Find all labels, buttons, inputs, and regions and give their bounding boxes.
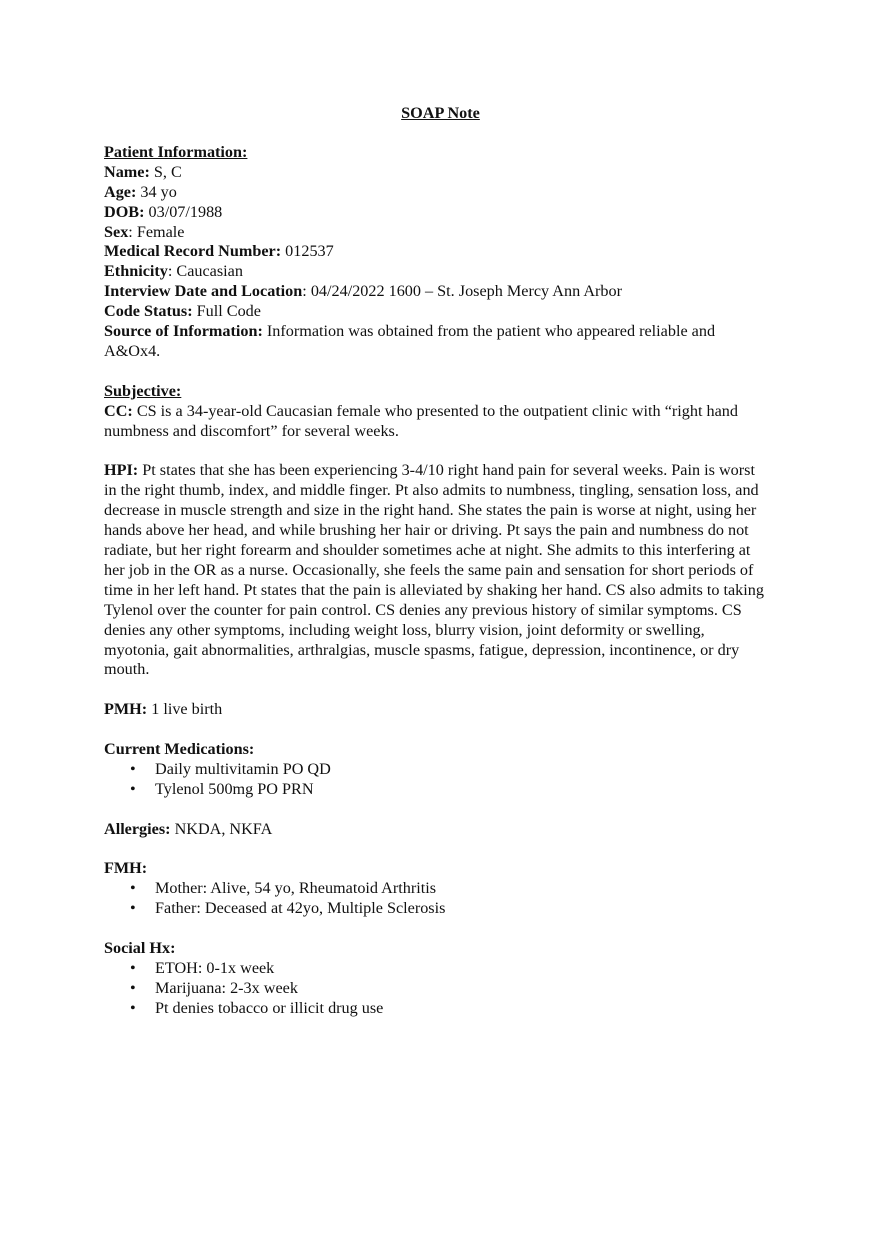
bullet-icon: • (130, 879, 136, 898)
spacer (104, 441, 764, 461)
bullet-icon: • (130, 899, 136, 918)
social-text: Marijuana: 2-3x week (155, 978, 298, 997)
spacer (104, 840, 764, 860)
code-status-label: Code Status: (104, 302, 193, 321)
age-row (104, 183, 764, 203)
source-row (104, 322, 764, 362)
list-item (104, 999, 764, 1019)
code-status-value: Full Code (192, 302, 261, 321)
hpi-text: Pt states that she has been experiencing 3-4/10 right hand pain for several weeks. Pain is worst in the right thumb, index, and middle finger. Pt also admits to numbness, tingling, sensation loss, and decrease in muscle strength and size in the right hand. She states the pain is worse at night, using her hands above her head, and while brushing her hair or driving. Pt says the pain and numbness do not radiate, but her right forearm and shoulder sometimes ache at night. She admits to this interfering at her job in the OR as a nurse. Occasionally, she feels the same pain and sensation for short periods of time in her left hand. Pt states that the pain is alleviated by shaking her hand. CS also admits to taking Tylenol over the counter for pain control. CS denies any previous history of similar symptoms. CS denies any other symptoms, including weight loss, blurry vision, joint deformity or swelling, myotonia, gait abnormalities, arthralgias, muscle spasms, fatigue, depression, incontinence, or dry mouth. (104, 461, 764, 679)
name-label: Name: (104, 162, 150, 181)
sex-label: Sex (104, 222, 129, 241)
list-item (104, 899, 764, 919)
allergies-text: NKDA, NKFA (170, 819, 273, 838)
name-row (104, 163, 764, 183)
interview-label: Interview Date and Location (104, 282, 303, 301)
fmh-list (104, 879, 764, 919)
medications-list (104, 760, 764, 800)
age-label: Age: (104, 182, 137, 201)
social-history-heading: Social Hx: (104, 939, 176, 958)
bullet-icon: • (130, 779, 136, 798)
dob-value: 03/07/1988 (144, 202, 223, 221)
social-text: Pt denies tobacco or illicit drug use (155, 998, 384, 1017)
subjective-section (104, 382, 764, 1019)
spacer (104, 800, 764, 820)
source-value: Information was obtained from the patient who appeared reliable and A&Ox4. (104, 322, 716, 360)
bullet-icon: • (130, 978, 136, 997)
allergies-row (104, 820, 764, 840)
fmh-text: Father: Deceased at 42yo, Multiple Sclerosis (155, 899, 446, 918)
allergies-label: Allergies: (104, 819, 171, 838)
spacer (104, 919, 764, 939)
spacer (104, 680, 764, 700)
medication-text: Tylenol 500mg PO PRN (155, 779, 314, 798)
patient-information-section (104, 143, 764, 362)
bullet-icon: • (130, 958, 136, 977)
pmh-label: PMH: (104, 700, 148, 719)
fmh-heading: FMH: (104, 859, 148, 878)
sex-row (104, 223, 764, 243)
social-text: ETOH: 0-1x week (155, 958, 275, 977)
ethnicity-label: Ethnicity (104, 262, 168, 281)
fmh-text: Mother: Alive, 54 yo, Rheumatoid Arthritis (155, 879, 437, 898)
ethnicity-row (104, 262, 764, 282)
soap-note-page (104, 104, 764, 1019)
age-value: 34 yo (136, 182, 177, 201)
list-item (104, 780, 764, 800)
name-value: S, C (149, 162, 182, 181)
pmh-row (104, 700, 764, 720)
mrn-value: 012537 (281, 242, 334, 261)
cc-text: CS is a 34-year-old Caucasian female who presented to the outpatient clinic with “right hand numbness and discomfort” for several weeks. (104, 401, 738, 440)
dob-label: DOB: (104, 202, 145, 221)
hpi-label: HPI: (104, 461, 139, 480)
list-item (104, 879, 764, 899)
spacer (104, 362, 764, 382)
medication-text: Daily multivitamin PO QD (155, 759, 331, 778)
patient-information-heading: Patient Information: (104, 142, 248, 161)
bullet-icon: • (130, 759, 136, 778)
code-status-row (104, 302, 764, 322)
social-history-list (104, 959, 764, 1019)
document-title: SOAP Note (401, 104, 480, 122)
current-medications-heading: Current Medications: (104, 740, 255, 759)
cc-label: CC: (104, 401, 133, 420)
mrn-label: Medical Record Number: (104, 242, 282, 261)
source-label: Source of Information: (104, 322, 263, 341)
interview-row (104, 282, 764, 302)
dob-row (104, 203, 764, 223)
bullet-icon: • (130, 998, 136, 1017)
chief-complaint (104, 402, 764, 442)
list-item (104, 979, 764, 999)
sex-value: : Female (128, 222, 185, 241)
subjective-heading: Subjective: (104, 381, 182, 400)
interview-value: : 04/24/2022 1600 – St. Joseph Mercy Ann Arbor (302, 282, 622, 301)
hpi-paragraph (104, 461, 764, 680)
pmh-text: 1 live birth (147, 700, 223, 719)
list-item (104, 760, 764, 780)
list-item (104, 959, 764, 979)
mrn-row (104, 242, 764, 262)
ethnicity-value: : Caucasian (167, 262, 243, 281)
spacer (104, 720, 764, 740)
